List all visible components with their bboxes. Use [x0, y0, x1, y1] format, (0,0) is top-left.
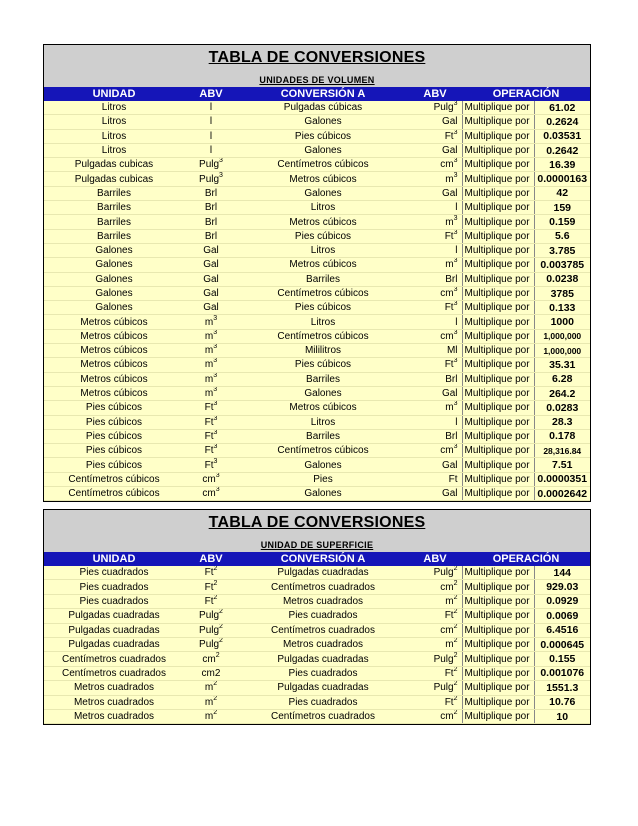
unit-cell: Litros: [44, 129, 184, 143]
operation-cell: Multiplique por: [462, 329, 534, 343]
table-row: [44, 158, 590, 172]
header-abv: ABV: [184, 552, 238, 566]
abv-cell: Pulg$^2$: [184, 637, 238, 651]
operation-cell: Multiplique por: [462, 172, 534, 186]
unit-cell: Metros cúbicos: [44, 344, 184, 358]
factor-cell: 10.76: [534, 695, 590, 709]
surface-table-subtitle: UNIDAD DE SUPERFICIE: [260, 540, 374, 550]
table-row: [44, 695, 590, 709]
unit-cell: Metros cúbicos: [44, 315, 184, 329]
conversion-cell: Pulgadas cuadradas: [238, 681, 408, 695]
abv-target-cell: $m^3$: [408, 215, 462, 229]
abv-target-cell: l: [408, 243, 462, 257]
abv-target-cell: $cm^2$: [408, 709, 462, 723]
operation-cell: Multiplique por: [462, 580, 534, 594]
abv-cell: l: [184, 115, 238, 129]
conversion-cell: Barriles: [238, 372, 408, 386]
unit-cell: Centímetros cúbicos: [44, 472, 184, 486]
header-unidad: UNIDAD: [44, 87, 184, 101]
table-row: [44, 358, 590, 372]
header-abv: ABV: [184, 87, 238, 101]
conversion-cell: Galones: [238, 458, 408, 472]
unit-cell: Pies cuadrados: [44, 594, 184, 608]
factor-cell: 0.0000163: [534, 172, 590, 186]
factor-cell: 6.28: [534, 372, 590, 386]
factor-cell: 0.03531: [534, 129, 590, 143]
unit-cell: Pies cúbicos: [44, 444, 184, 458]
abv-cell: Gal: [184, 301, 238, 315]
abv-target-cell: $m^3$: [408, 172, 462, 186]
abv-cell: Pulg$^2$: [184, 623, 238, 637]
abv-target-cell: l: [408, 201, 462, 215]
conversion-cell: Litros: [238, 201, 408, 215]
operation-cell: Multiplique por: [462, 429, 534, 443]
factor-cell: 1551.3: [534, 681, 590, 695]
table-row: [44, 329, 590, 343]
factor-cell: 0.178: [534, 429, 590, 443]
factor-cell: 28.3: [534, 415, 590, 429]
conversion-cell: Barriles: [238, 429, 408, 443]
table-row: [44, 372, 590, 386]
abv-cell: Gal: [184, 258, 238, 272]
table-row: [44, 681, 590, 695]
conversion-cell: Centímetros cuadrados: [238, 580, 408, 594]
volume-conversion-table: [43, 44, 591, 502]
abv-target-cell: Gal: [408, 143, 462, 157]
conversion-cell: Metros cúbicos: [238, 215, 408, 229]
unit-cell: Centímetros cúbicos: [44, 487, 184, 501]
factor-cell: 0.003785: [534, 258, 590, 272]
volume-table-title: TABLA DE CONVERSIONES: [208, 49, 426, 66]
abv-cell: $m^3$: [184, 315, 238, 329]
unit-cell: Centímetros cuadrados: [44, 666, 184, 680]
factor-cell: 0.155: [534, 652, 590, 666]
abv-target-cell: l: [408, 415, 462, 429]
surface-header-row: [44, 552, 590, 566]
unit-cell: Barriles: [44, 201, 184, 215]
conversion-cell: Metros cúbicos: [238, 258, 408, 272]
abv-cell: Brl: [184, 229, 238, 243]
abv-cell: cm2: [184, 666, 238, 680]
operation-cell: Multiplique por: [462, 652, 534, 666]
unit-cell: Pulgadas cubicas: [44, 158, 184, 172]
header-abv-2: ABV: [408, 552, 462, 566]
operation-cell: Multiplique por: [462, 623, 534, 637]
factor-cell: 6.4516: [534, 623, 590, 637]
operation-cell: Multiplique por: [462, 186, 534, 200]
table-row: [44, 401, 590, 415]
abv-target-cell: Pulg$^2$: [408, 681, 462, 695]
conversion-cell: Metros cuadrados: [238, 637, 408, 651]
abv-target-cell: $m^3$: [408, 258, 462, 272]
conversion-cell: Pies cuadrados: [238, 695, 408, 709]
table-row: [44, 129, 590, 143]
abv-target-cell: Brl: [408, 429, 462, 443]
abv-cell: Ft$^3$: [184, 401, 238, 415]
header-abv-2: ABV: [408, 87, 462, 101]
abv-cell: $m^2$: [184, 695, 238, 709]
unit-cell: Barriles: [44, 229, 184, 243]
table-row: [44, 143, 590, 157]
table-row: [44, 666, 590, 680]
conversion-cell: Pulgadas cúbicas: [238, 101, 408, 115]
operation-cell: Multiplique por: [462, 358, 534, 372]
abv-target-cell: Brl: [408, 372, 462, 386]
factor-cell: 7.51: [534, 458, 590, 472]
abv-cell: Pulg$^3$: [184, 172, 238, 186]
factor-cell: 1,000,000: [534, 344, 590, 358]
abv-target-cell: $m^2$: [408, 594, 462, 608]
factor-cell: 10: [534, 709, 590, 723]
operation-cell: Multiplique por: [462, 472, 534, 486]
factor-cell: 35.31: [534, 358, 590, 372]
table-row: [44, 623, 590, 637]
operation-cell: Multiplique por: [462, 201, 534, 215]
table-row: [44, 415, 590, 429]
factor-cell: 0.0000351: [534, 472, 590, 486]
table-row: [44, 315, 590, 329]
table-row: [44, 594, 590, 608]
factor-cell: 929.03: [534, 580, 590, 594]
conversion-cell: Galones: [238, 186, 408, 200]
unit-cell: Metros cúbicos: [44, 329, 184, 343]
header-unidad: UNIDAD: [44, 552, 184, 566]
unit-cell: Metros cuadrados: [44, 709, 184, 723]
operation-cell: Multiplique por: [462, 344, 534, 358]
surface-table-title: TABLA DE CONVERSIONES: [208, 514, 426, 531]
unit-cell: Litros: [44, 143, 184, 157]
abv-target-cell: Ml: [408, 344, 462, 358]
conversion-cell: Litros: [238, 315, 408, 329]
surface-table-grid: [44, 552, 590, 724]
operation-cell: Multiplique por: [462, 666, 534, 680]
table-row: [44, 487, 590, 501]
unit-cell: Pies cúbicos: [44, 458, 184, 472]
operation-cell: Multiplique por: [462, 129, 534, 143]
operation-cell: Multiplique por: [462, 101, 534, 115]
abv-cell: $cm^2$: [184, 652, 238, 666]
table-row: [44, 186, 590, 200]
unit-cell: Galones: [44, 258, 184, 272]
conversion-cell: Metros cúbicos: [238, 401, 408, 415]
table-row: [44, 429, 590, 443]
abv-target-cell: $cm^2$: [408, 580, 462, 594]
table-row: [44, 652, 590, 666]
factor-cell: 1000: [534, 315, 590, 329]
volume-table-body: [44, 101, 590, 501]
operation-cell: Multiplique por: [462, 143, 534, 157]
factor-cell: 144: [534, 566, 590, 580]
abv-target-cell: $m^3$: [408, 401, 462, 415]
table-row: [44, 286, 590, 300]
operation-cell: Multiplique por: [462, 258, 534, 272]
abv-target-cell: Brl: [408, 272, 462, 286]
conversion-cell: Pies cúbicos: [238, 229, 408, 243]
abv-target-cell: Gal: [408, 186, 462, 200]
table-row: [44, 709, 590, 723]
abv-cell: Ft$^2$: [184, 580, 238, 594]
abv-target-cell: l: [408, 315, 462, 329]
unit-cell: Pies cuadrados: [44, 580, 184, 594]
operation-cell: Multiplique por: [462, 286, 534, 300]
factor-cell: 61.02: [534, 101, 590, 115]
abv-cell: $m^3$: [184, 372, 238, 386]
abv-cell: $m^3$: [184, 329, 238, 343]
conversion-cell: Barriles: [238, 272, 408, 286]
operation-cell: Multiplique por: [462, 386, 534, 400]
abv-target-cell: $cm^3$: [408, 329, 462, 343]
abv-cell: $m^3$: [184, 358, 238, 372]
operation-cell: Multiplique por: [462, 243, 534, 257]
unit-cell: Pulgadas cuadradas: [44, 623, 184, 637]
operation-cell: Multiplique por: [462, 444, 534, 458]
abv-target-cell: Pulg$^3$: [408, 101, 462, 115]
operation-cell: Multiplique por: [462, 372, 534, 386]
conversion-cell: Pies: [238, 472, 408, 486]
unit-cell: Galones: [44, 272, 184, 286]
table-row: [44, 637, 590, 651]
table-row: [44, 101, 590, 115]
abv-cell: Pulg$^3$: [184, 158, 238, 172]
abv-target-cell: Gal: [408, 487, 462, 501]
unit-cell: Pies cúbicos: [44, 401, 184, 415]
unit-cell: Pies cúbicos: [44, 415, 184, 429]
abv-target-cell: Gal: [408, 458, 462, 472]
conversion-cell: Galones: [238, 487, 408, 501]
table-row: [44, 472, 590, 486]
operation-cell: Multiplique por: [462, 401, 534, 415]
operation-cell: Multiplique por: [462, 709, 534, 723]
abv-cell: l: [184, 129, 238, 143]
factor-cell: 0.2642: [534, 143, 590, 157]
conversion-cell: Metros cuadrados: [238, 594, 408, 608]
abv-target-cell: Ft$^3$: [408, 129, 462, 143]
abv-target-cell: $cm^3$: [408, 158, 462, 172]
table-row: [44, 115, 590, 129]
unit-cell: Centímetros cuadrados: [44, 652, 184, 666]
abv-cell: Ft$^3$: [184, 429, 238, 443]
header-conversion: CONVERSIÓN A: [238, 552, 408, 566]
abv-target-cell: Gal: [408, 115, 462, 129]
factor-cell: 0.2624: [534, 115, 590, 129]
surface-conversion-table: [43, 509, 591, 725]
abv-cell: $cm^3$: [184, 487, 238, 501]
table-row: [44, 609, 590, 623]
factor-cell: 0.001076: [534, 666, 590, 680]
conversion-cell: Centímetros cuadrados: [238, 623, 408, 637]
abv-cell: Gal: [184, 272, 238, 286]
unit-cell: Galones: [44, 243, 184, 257]
unit-cell: Metros cuadrados: [44, 695, 184, 709]
factor-cell: 0.0069: [534, 609, 590, 623]
unit-cell: Litros: [44, 101, 184, 115]
unit-cell: Pulgadas cuadradas: [44, 637, 184, 651]
operation-cell: Multiplique por: [462, 681, 534, 695]
conversion-cell: Pulgadas cuadradas: [238, 652, 408, 666]
table-row: [44, 272, 590, 286]
table-row: [44, 258, 590, 272]
operation-cell: Multiplique por: [462, 566, 534, 580]
unit-cell: Metros cúbicos: [44, 386, 184, 400]
abv-cell: l: [184, 101, 238, 115]
abv-target-cell: Ft$^2$: [408, 609, 462, 623]
operation-cell: Multiplique por: [462, 272, 534, 286]
unit-cell: Barriles: [44, 215, 184, 229]
factor-cell: 0.000645: [534, 637, 590, 651]
conversion-cell: Centímetros cúbicos: [238, 286, 408, 300]
unit-cell: Pies cúbicos: [44, 429, 184, 443]
conversion-cell: Litros: [238, 415, 408, 429]
factor-cell: 0.0283: [534, 401, 590, 415]
factor-cell: 16.39: [534, 158, 590, 172]
conversion-cell: Pies cúbicos: [238, 358, 408, 372]
abv-cell: Ft$^2$: [184, 594, 238, 608]
volume-table-grid: [44, 87, 590, 501]
abv-target-cell: Ft$^2$: [408, 695, 462, 709]
conversion-cell: Centímetros cúbicos: [238, 329, 408, 343]
operation-cell: Multiplique por: [462, 215, 534, 229]
unit-cell: Pies cuadrados: [44, 566, 184, 580]
operation-cell: Multiplique por: [462, 415, 534, 429]
conversion-cell: Pies cúbicos: [238, 129, 408, 143]
abv-target-cell: $cm^2$: [408, 623, 462, 637]
abv-target-cell: $cm^3$: [408, 444, 462, 458]
conversion-cell: Pies cuadrados: [238, 666, 408, 680]
factor-cell: 1,000,000: [534, 329, 590, 343]
abv-target-cell: Ft$^3$: [408, 358, 462, 372]
factor-cell: 3785: [534, 286, 590, 300]
abv-cell: $m^2$: [184, 681, 238, 695]
conversion-cell: Pies cuadrados: [238, 609, 408, 623]
operation-cell: Multiplique por: [462, 229, 534, 243]
header-operacion: OPERACIÓN: [462, 87, 590, 101]
factor-cell: 28,316.84: [534, 444, 590, 458]
unit-cell: Barriles: [44, 186, 184, 200]
conversion-cell: Centímetros cúbicos: [238, 444, 408, 458]
factor-cell: 0.159: [534, 215, 590, 229]
conversion-cell: Mililitros: [238, 344, 408, 358]
table-row: [44, 229, 590, 243]
table-row: [44, 243, 590, 257]
abv-cell: Pulg$^2$: [184, 609, 238, 623]
surface-table-body: [44, 566, 590, 724]
table-row: [44, 386, 590, 400]
factor-cell: 0.133: [534, 301, 590, 315]
factor-cell: 42: [534, 186, 590, 200]
abv-target-cell: $cm^3$: [408, 286, 462, 300]
factor-cell: 264.2: [534, 386, 590, 400]
abv-cell: $m^3$: [184, 344, 238, 358]
abv-target-cell: $m^2$: [408, 637, 462, 651]
unit-cell: Galones: [44, 286, 184, 300]
table-row: [44, 580, 590, 594]
header-operacion: OPERACIÓN: [462, 552, 590, 566]
operation-cell: Multiplique por: [462, 315, 534, 329]
operation-cell: Multiplique por: [462, 637, 534, 651]
abv-cell: Ft$^2$: [184, 566, 238, 580]
unit-cell: Galones: [44, 301, 184, 315]
operation-cell: Multiplique por: [462, 609, 534, 623]
abv-cell: $m^3$: [184, 386, 238, 400]
table-row: [44, 201, 590, 215]
abv-target-cell: Ft$^2$: [408, 666, 462, 680]
table-row: [44, 344, 590, 358]
unit-cell: Litros: [44, 115, 184, 129]
conversion-cell: Centímetros cuadrados: [238, 709, 408, 723]
conversion-cell: Centímetros cúbicos: [238, 158, 408, 172]
conversion-cell: Litros: [238, 243, 408, 257]
abv-cell: $cm^3$: [184, 472, 238, 486]
factor-cell: 0.0929: [534, 594, 590, 608]
conversion-cell: Metros cúbicos: [238, 172, 408, 186]
header-conversion: CONVERSIÓN A: [238, 87, 408, 101]
table-row: [44, 566, 590, 580]
operation-cell: Multiplique por: [462, 115, 534, 129]
operation-cell: Multiplique por: [462, 158, 534, 172]
table-row: [44, 215, 590, 229]
conversion-cell: Pies cúbicos: [238, 301, 408, 315]
conversion-cell: Pulgadas cuadradas: [238, 566, 408, 580]
abv-cell: $m^2$: [184, 709, 238, 723]
operation-cell: Multiplique por: [462, 301, 534, 315]
abv-cell: Gal: [184, 286, 238, 300]
factor-cell: 0.0002642: [534, 487, 590, 501]
abv-cell: Brl: [184, 186, 238, 200]
table-row: [44, 458, 590, 472]
table-row: [44, 444, 590, 458]
unit-cell: Metros cúbicos: [44, 372, 184, 386]
unit-cell: Metros cuadrados: [44, 681, 184, 695]
abv-cell: l: [184, 143, 238, 157]
volume-table-subtitle: UNIDADES DE VOLUMEN: [259, 75, 375, 85]
abv-target-cell: Pulg$^2$: [408, 652, 462, 666]
operation-cell: Multiplique por: [462, 487, 534, 501]
abv-target-cell: Gal: [408, 386, 462, 400]
unit-cell: Pulgadas cuadradas: [44, 609, 184, 623]
abv-cell: Ft$^3$: [184, 444, 238, 458]
operation-cell: Multiplique por: [462, 458, 534, 472]
abv-target-cell: Ft: [408, 472, 462, 486]
conversion-cell: Galones: [238, 115, 408, 129]
conversion-cell: Galones: [238, 143, 408, 157]
abv-target-cell: Ft$^3$: [408, 229, 462, 243]
abv-cell: Gal: [184, 243, 238, 257]
abv-cell: Brl: [184, 215, 238, 229]
abv-cell: Ft$^3$: [184, 415, 238, 429]
unit-cell: Metros cúbicos: [44, 358, 184, 372]
abv-target-cell: Ft$^3$: [408, 301, 462, 315]
abv-target-cell: Pulg$^2$: [408, 566, 462, 580]
table-row: [44, 301, 590, 315]
volume-header-row: [44, 87, 590, 101]
factor-cell: 0.0238: [534, 272, 590, 286]
operation-cell: Multiplique por: [462, 695, 534, 709]
abv-cell: Brl: [184, 201, 238, 215]
table-row: [44, 172, 590, 186]
operation-cell: Multiplique por: [462, 594, 534, 608]
factor-cell: 159: [534, 201, 590, 215]
abv-cell: Ft$^3$: [184, 458, 238, 472]
factor-cell: 3.785: [534, 243, 590, 257]
conversion-cell: Galones: [238, 386, 408, 400]
factor-cell: 5.6: [534, 229, 590, 243]
unit-cell: Pulgadas cubicas: [44, 172, 184, 186]
